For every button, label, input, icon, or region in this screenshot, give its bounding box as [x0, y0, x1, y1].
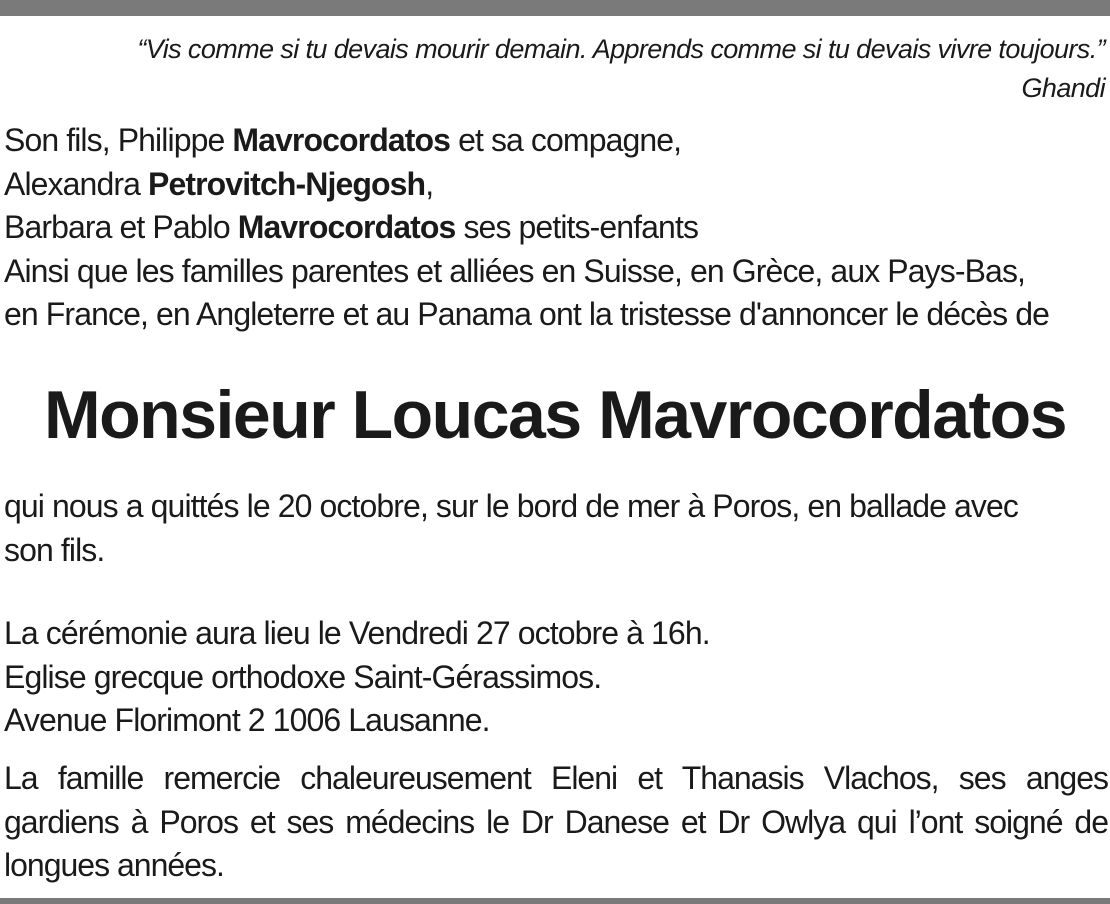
- epigraph-author: Ghandi: [1021, 73, 1105, 103]
- family-line-1-surname: Mavrocordatos: [232, 122, 451, 158]
- family-line-3-post: ses petits-enfants: [455, 209, 699, 245]
- family-line-3: [4, 206, 1108, 250]
- family-line-1-post: et sa compagne,: [450, 122, 682, 158]
- family-announcement: [4, 119, 1108, 337]
- ceremony-address: Avenue Florimont 2 1006 Lausanne.: [4, 702, 490, 738]
- family-line-1: [4, 119, 1108, 163]
- acknowledgements: [4, 757, 1108, 888]
- family-line-2: [4, 163, 1108, 207]
- thanks-line-3: longues années.: [4, 847, 224, 883]
- thanks-line-1: La famille remercie chaleureusement Eleni et Thanasis Vlachos, ses anges: [4, 760, 1108, 796]
- family-line-2-surname: Petrovitch-Njegosh: [148, 165, 426, 202]
- family-line-3-surname: Mavrocordatos: [237, 209, 456, 245]
- ceremony-church: Eglise grecque orthodoxe Saint-Gérassimos.: [4, 658, 602, 695]
- family-line-2-post: ,: [425, 165, 434, 202]
- family-line-2-pre: Alexandra: [4, 165, 148, 202]
- family-line-5: en France, en Angleterre et au Panama ont la tristesse d'annoncer le décès de: [4, 296, 1050, 332]
- death-line-1: qui nous a quittés le 20 octobre, sur le bord de mer à Poros, en ballade avec: [4, 488, 1019, 524]
- epigraph: [137, 30, 1105, 108]
- family-line-3-pre: Barbara et Pablo: [4, 209, 238, 245]
- death-notice: [4, 485, 1108, 572]
- epigraph-quote: “Vis comme si tu devais mourir demain. Apprends comme si tu devais vivre toujours.”: [137, 34, 1105, 64]
- ceremony-details: [4, 612, 1108, 743]
- family-line-1-pre: Son fils, Philippe: [4, 122, 233, 158]
- bottom-border: [0, 898, 1110, 904]
- deceased-name: Monsieur Loucas Mavrocordatos: [43, 377, 1067, 453]
- thanks-line-2: gardiens à Poros et ses médecins le Dr Danese et Dr Owlya qui l’ont soigné de: [4, 803, 1108, 840]
- ceremony-date: La cérémonie aura lieu le Vendredi 27 octobre à 16h.: [4, 615, 710, 651]
- death-line-2: son fils.: [4, 531, 105, 568]
- top-border: [0, 0, 1110, 16]
- family-line-4: Ainsi que les familles parentes et alliées en Suisse, en Grèce, aux Pays-Bas,: [4, 252, 1026, 289]
